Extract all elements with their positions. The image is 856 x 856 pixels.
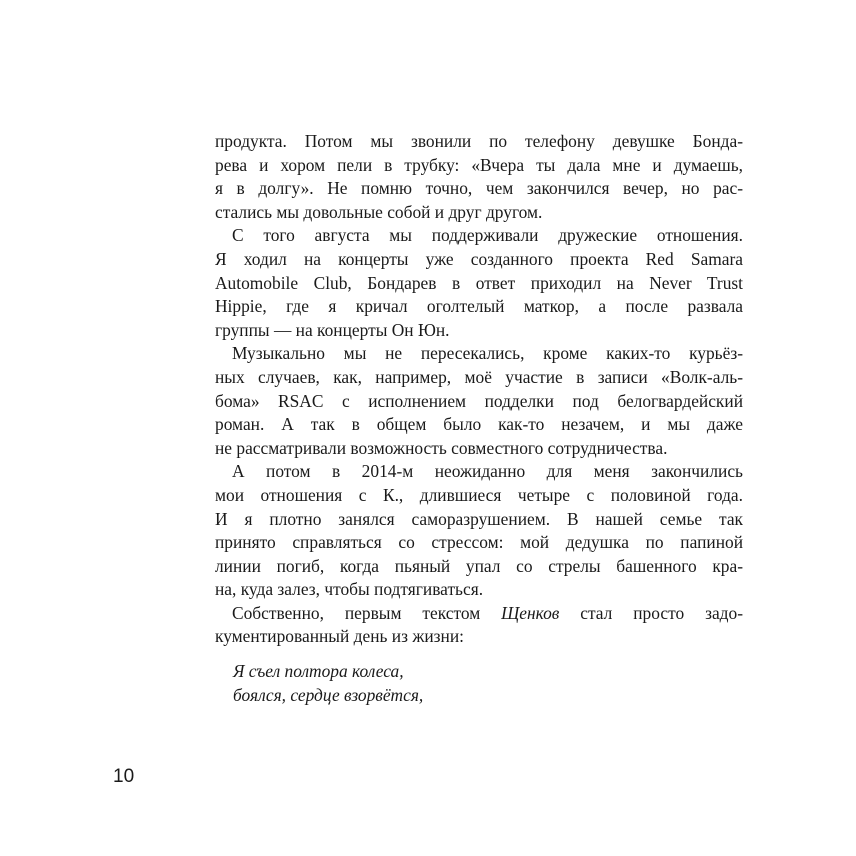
paragraph-2 (215, 224, 743, 342)
text-line: стались мы довольные собой и друг другом. (215, 201, 543, 222)
text-line: на, куда залез, чтобы подтягиваться. (215, 579, 484, 600)
page-number: 10 (113, 766, 135, 787)
text-line: линии погиб, когда пьяный упал со стрелы башенного кра- (215, 555, 743, 576)
text-line: А потом в 2014-м неожиданно для меня закончились (232, 461, 743, 482)
text-line: я в долгу». Не помню точно, чем закончился вечер, но рас- (215, 178, 743, 199)
text-line: роман. А так в общем было как-то незачем, и мы даже (215, 414, 743, 435)
text-line: Я ходил на концерты уже созданного проекта Red Samara (215, 248, 743, 269)
italic-title: Щенков (501, 602, 560, 623)
text-line (215, 602, 743, 626)
text-line: И я плотно занялся саморазрушением. В нашей семье так (215, 508, 743, 529)
text-line: ных случаев, как, например, моё участие в записи «Волк-аль- (215, 366, 743, 387)
paragraph-4 (215, 460, 743, 602)
text-line: Музыкально мы не пересекались, кроме каких-то курьёз- (232, 343, 743, 364)
verse-quote (233, 659, 423, 707)
text-line: Hippie, где я кричал оголтелый маткор, а после развала (215, 296, 743, 317)
text-line: принято справляться со стрессом: мой дедушка по папиной (215, 532, 743, 553)
text-line: Automobile Club, Бондарев в ответ приходил на Never Trust (215, 272, 743, 293)
paragraph-1 (215, 130, 743, 224)
text-line: не рассматривали возможность совместного сотрудничества. (215, 437, 668, 458)
text-run: Собственно, первым текстом (232, 602, 502, 623)
text-line: продукта. Потом мы звонили по телефону девушке Бонда- (215, 131, 743, 151)
paragraph-3 (215, 342, 743, 460)
text-line: рева и хором пели в трубку: «Вчера ты дала мне и думаешь, (215, 154, 743, 175)
text-run: стал просто задо- (559, 602, 744, 623)
verse-line: Я съел полтора колеса, (233, 661, 404, 681)
text-line: группы — на концерты Он Юн. (215, 319, 450, 340)
body-text (215, 130, 743, 649)
verse-line: боялся, сердце взорвётся, (233, 685, 424, 705)
paragraph-5 (215, 602, 743, 649)
text-line: С того августа мы поддерживали дружеские отношения. (232, 225, 743, 246)
text-line: бома» RSAC с исполнением подделки под белогвардейский (215, 390, 743, 411)
text-line: кументированный день из жизни: (215, 626, 464, 647)
text-line: мои отношения с К., длившиеся четыре с половиной года. (215, 484, 743, 505)
